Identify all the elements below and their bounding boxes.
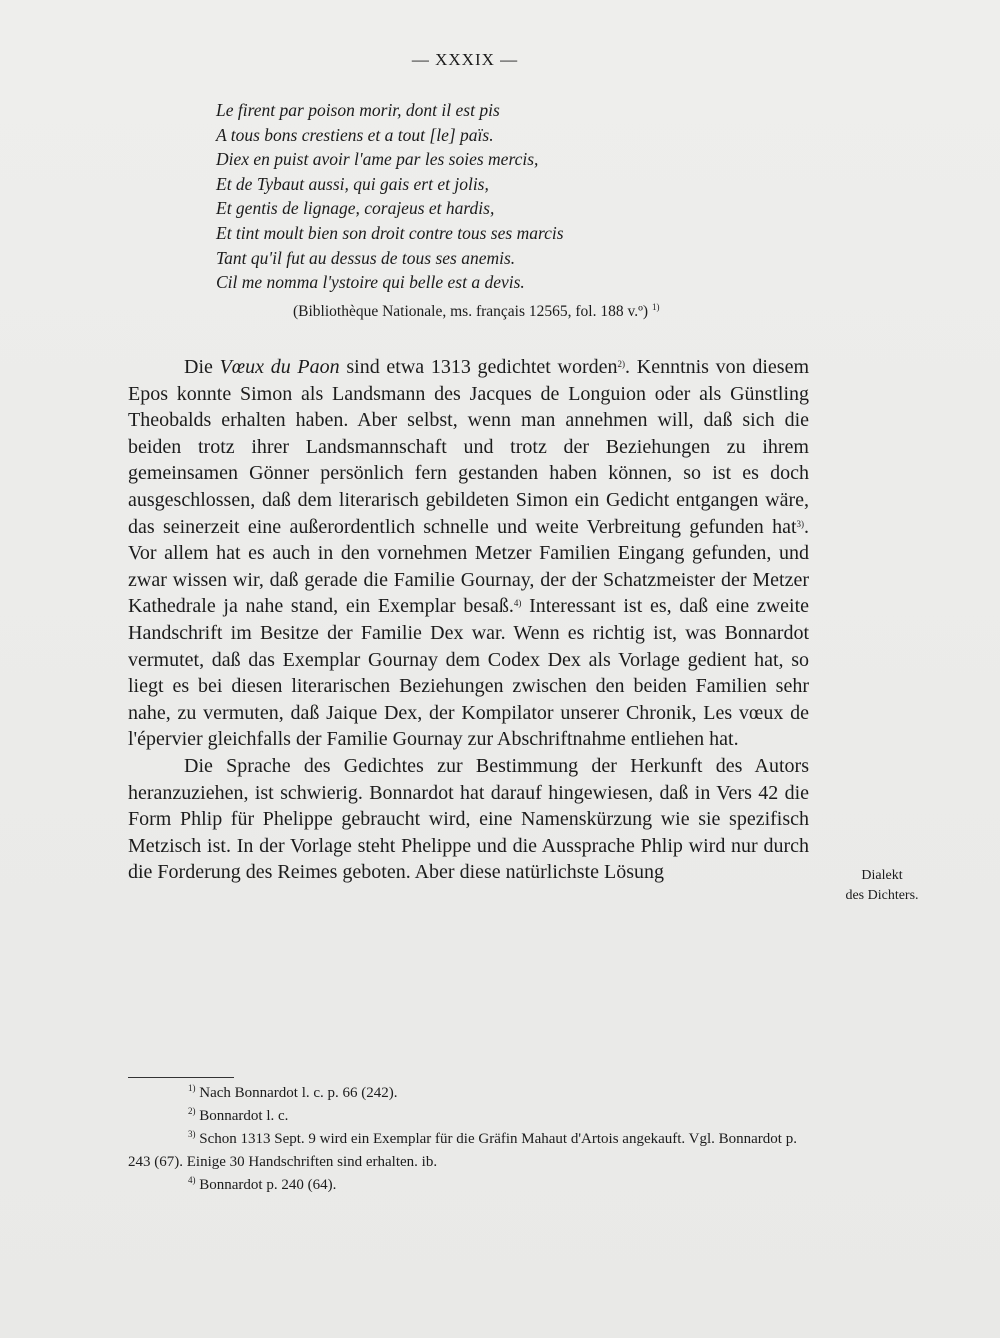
margin-note-line: des Dichters. [845,888,919,903]
footnote-mark: 2) [188,1106,196,1116]
paragraph-text: . Vor allem hat es auch in den vornehmen Metzer Familien Eingang gefunden, und zwar wissen wir, daß gerade die Familie Gournay, der der Schatzmeister der Metzer Kathedrale ja nahe stand, ein Exemplar besaß. [128,515,809,618]
poem-line: Tant qu'il fut au dessus de tous ses anemis. [216,247,516,268]
footnote-ref: 1) [651,302,660,312]
footnotes [128,1082,818,1197]
paragraph-text: Die [184,356,213,378]
source-text: (Bibliothèque Nationale, ms. français 12565, fol. 188 v.º) [293,303,649,320]
footnote [128,1174,818,1197]
footnote-text: Bonnardot l. c. [199,1108,289,1124]
paragraph-text: Interessant ist es, daß eine zweite Handschrift im Besitze der Familie Dex war. Wenn es richtig ist, was Bonnardot vermutet, daß das Exemplar Gournay dem Codex Dex als Vorlage gedient hat, so liegt es bei diesen literarischen Beziehungen zwischen den beiden Familien sehr nahe, zu vermuten, daß Jaique Dex, der Kompilator unserer Chronik, Les vœux de l'épervier gleichfalls der Familie Gournay zur Abschriftnahme entliehen hat. [128,595,810,751]
paragraph-text: sind etwa 1313 gedichtet worden [339,356,618,378]
footnote-text: Schon 1313 Sept. 9 wird ein Exemplar für die Gräfin Mahaut d'Artois angekauft. Vgl. Bonnardot p. 243 (67). Einige 30 Handschriften sind erhalten. ib. [128,1131,797,1170]
footnote [128,1082,818,1105]
body-text [128,354,809,886]
footnote-text: Nach Bonnardot l. c. p. 66 (242). [199,1085,398,1101]
footnote-mark: 3) [188,1129,196,1139]
work-title: Vœux du Paon [219,356,340,378]
footnote-text: Bonnardot p. 240 (64). [199,1177,337,1193]
poem-line: Et tint moult bien son droit contre tous ses marcis [216,222,564,243]
footnote-ref: 2) [617,359,626,369]
footnote-ref: 4) [513,598,522,609]
margin-note [822,866,942,906]
poem-line: Et de Tybaut aussi, qui gais ert et jolis, [216,173,489,194]
paragraph-voeux [128,354,809,753]
poem-quotation [216,98,776,295]
poem-source-citation [293,303,813,321]
poem-line: Cil me nomma l'ystoire qui belle est a devis. [216,272,525,293]
poem-line: Diex en puist avoir l'ame par les soies mercis, [216,149,539,170]
paragraph-text: . Kenntnis von diesem Epos konnte Simon als Landsmann des Jacques de Longuion oder als Günstling Theobalds erhalten haben. Aber selbst, wenn man annehmen will, daß sich die beiden trotz ihrer Landsmannschaft und trotz der Beziehungen zu ihrem gemeinsamen Gönner persönlich fern gestanden haben können, so ist es doch ausgeschlossen, daß dem literarisch gebildeten Simon ein Gedicht entgangen wäre, das seinerzeit eine außerordentlich schnelle und weite Verbreitung gefunden hat [128,356,810,538]
paragraph-dialect: Die Sprache des Gedichtes zur Bestimmung der Herkunft des Autors heranzuziehen, ist schwierig. Bonnardot hat darauf hingewiesen, daß in Vers 42 die Form Phlip für Phelippe gebraucht wird, eine Namenskürzung wie sie spezifisch Metzisch ist. In der Vorlage steht Phelippe und die Aussprache Phlip wird nur durch die Forderung des Reimes geboten. Aber diese natürlichste Lösung [128,754,809,884]
footnote-mark: 1) [188,1083,196,1093]
footnote [128,1105,818,1128]
page-number: — XXXIX — [411,50,519,69]
footnote-ref: 3) [796,518,804,529]
footnote-mark: 4) [188,1175,196,1185]
footnote-rule [128,1077,234,1078]
poem-line: Le firent par poison morir, dont il est pis [216,100,500,120]
poem-line: Et gentis de lignage, corajeus et hardis, [216,198,495,219]
margin-note-line: Dialekt [861,868,903,883]
footnote [128,1128,818,1174]
poem-line: A tous bons crestiens et a tout [le] païs. [216,124,494,145]
